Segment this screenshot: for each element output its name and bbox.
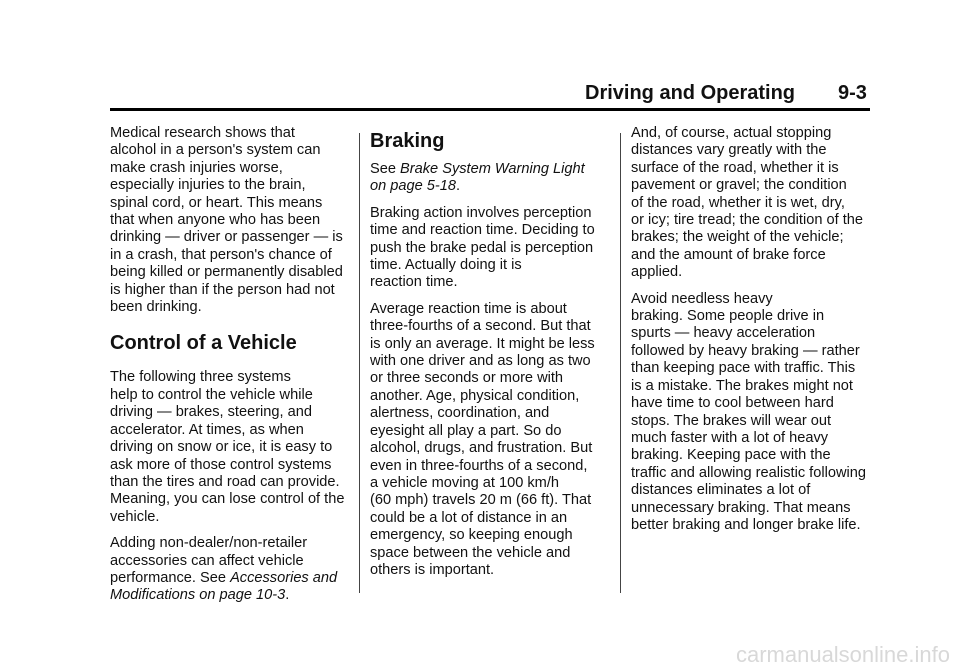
text-line: Meaning, you can lose control of the [110, 491, 345, 508]
see-prefix: See [370, 161, 401, 177]
text-line: stops. The brakes will wear out [631, 412, 832, 429]
accessories-link[interactable]: Accessories and [230, 569, 338, 586]
text-line: spinal cord, or heart. This means [110, 194, 323, 211]
text-line: time and reaction time. Deciding to [370, 222, 595, 239]
text-line: reaction time. [370, 274, 458, 291]
page-number: 9-3 [838, 82, 867, 104]
column-divider [620, 133, 621, 593]
text-line: is a mistake. The brakes might not [631, 377, 853, 394]
text-line: than the tires and road can provide. [110, 473, 340, 490]
column-3 [631, 125, 871, 543]
header-rule [110, 108, 870, 111]
text-line: much faster with a lot of heavy [631, 429, 829, 446]
text-line: alcohol, drugs, and frustration. But [370, 440, 593, 457]
braking-paragraph-2 [370, 301, 610, 580]
text-line: others is important. [370, 561, 495, 578]
text-line: even in three-fourths of a second, [370, 457, 588, 474]
text-line: push the brake pedal is perception [370, 239, 594, 256]
text-line: especially injuries to the brain, [110, 177, 306, 194]
text-line: accessories can affect vehicle [110, 552, 304, 569]
text-line: make crash injuries worse, [110, 159, 283, 176]
control-paragraph [110, 369, 350, 526]
text-line: help to control the vehicle while [110, 386, 313, 403]
text-line: with one driver and as long as two [370, 353, 591, 370]
text-line: that when anyone who has been [110, 212, 321, 229]
column-2 [370, 129, 610, 588]
text-line: braking. Keeping pace with the [631, 447, 831, 464]
text-line: have time to cool between hard [631, 395, 834, 412]
text-line: of the road, whether it is wet, dry, [631, 194, 845, 211]
text-line: space between the vehicle and [370, 544, 571, 561]
text-line: brakes; the weight of the vehicle; [631, 229, 844, 246]
text-line: in a crash, that person's chance of [110, 246, 332, 263]
text-line: ask more of those control systems [110, 456, 332, 473]
text-line: another. Age, physical condition, [370, 387, 580, 404]
text-line: distances eliminates a lot of [631, 482, 811, 499]
text-line: driving — brakes, steering, and [110, 404, 312, 421]
accessories-link-cont[interactable]: Modifications on page 10-3 [110, 587, 286, 604]
text-line: spurts — heavy acceleration [631, 325, 816, 342]
text-line: Medical research shows that [110, 125, 295, 141]
text-line: unnecessary braking. That means [631, 499, 851, 516]
stopping-paragraph [631, 125, 871, 282]
accessories-paragraph [110, 535, 350, 605]
text-line: or three seconds or more with [370, 370, 564, 387]
text-line: vehicle. [110, 508, 160, 525]
text-line: (60 mph) travels 20 m (66 ft). That [370, 492, 592, 509]
braking-paragraph-1 [370, 205, 610, 292]
text-line: emergency, so keeping enough [370, 527, 573, 544]
column-divider [359, 133, 360, 593]
text-line: alcohol in a person's system can [110, 142, 321, 159]
sentence-end: . [285, 587, 290, 604]
text-line: applied. [631, 264, 683, 281]
heading-braking: Braking [370, 130, 445, 152]
text-line: followed by heavy braking — rather [631, 342, 860, 359]
text-line: better braking and longer brake life. [631, 516, 861, 533]
text-line: is only an average. It might be less [370, 335, 595, 352]
text-line: a vehicle moving at 100 km/h [370, 474, 560, 491]
brake-warning-link-cont[interactable]: on page 5-18 [370, 178, 457, 195]
text-line: alertness, coordination, and [370, 405, 550, 422]
text-line: Average reaction time is about [370, 300, 567, 317]
text-line: or icy; tire tread; the condition of the [631, 212, 864, 229]
sentence-end: . [456, 178, 461, 195]
text-line: could be a lot of distance in an [370, 509, 568, 526]
intro-paragraph [110, 125, 350, 316]
text-line: than keeping pace with traffic. This [631, 360, 856, 377]
column-1 [110, 125, 350, 614]
text-line: surface of the road, whether it is [631, 159, 839, 176]
text-line: accelerator. At times, as when [110, 421, 304, 438]
heavy-braking-paragraph [631, 291, 871, 535]
text-line: traffic and allowing realistic following [631, 464, 866, 481]
text-line: being killed or permanently disabled [110, 264, 343, 281]
text-line [110, 587, 350, 604]
text-line: distances vary greatly with the [631, 142, 827, 159]
text-line: eyesight all play a part. So do [370, 422, 562, 439]
text-line: braking. Some people drive in [631, 308, 825, 325]
text-line: Adding non-dealer/non-retailer [110, 535, 308, 552]
watermark: carmanualsonline.info [735, 642, 950, 667]
text-line: pavement or gravel; the condition [631, 177, 847, 194]
brake-warning-link[interactable]: Brake System Warning Light [400, 161, 585, 177]
text-line: The following three systems [110, 369, 291, 386]
section-title: Driving and Operating [585, 82, 796, 104]
text-line: driving on snow or ice, it is easy to [110, 439, 333, 456]
text-line: time. Actually doing it is [370, 257, 522, 274]
text-line: Braking action involves perception [370, 204, 592, 221]
heading-control-of-a-vehicle: Control of a Vehicle [110, 332, 297, 355]
see-prefix: performance. See [110, 569, 231, 586]
text-line: drinking — driver or passenger — is [110, 229, 343, 246]
text-line [110, 570, 350, 587]
see-reference [370, 161, 610, 196]
text-line: been drinking. [110, 299, 202, 316]
text-line: and the amount of brake force [631, 246, 826, 263]
text-line [370, 161, 610, 178]
text-line: Avoid needless heavy [631, 290, 773, 307]
text-line: is higher than if the person had not [110, 281, 335, 298]
text-line: And, of course, actual stopping [631, 125, 832, 141]
text-line: three-fourths of a second. But that [370, 318, 591, 335]
text-line [370, 178, 610, 195]
